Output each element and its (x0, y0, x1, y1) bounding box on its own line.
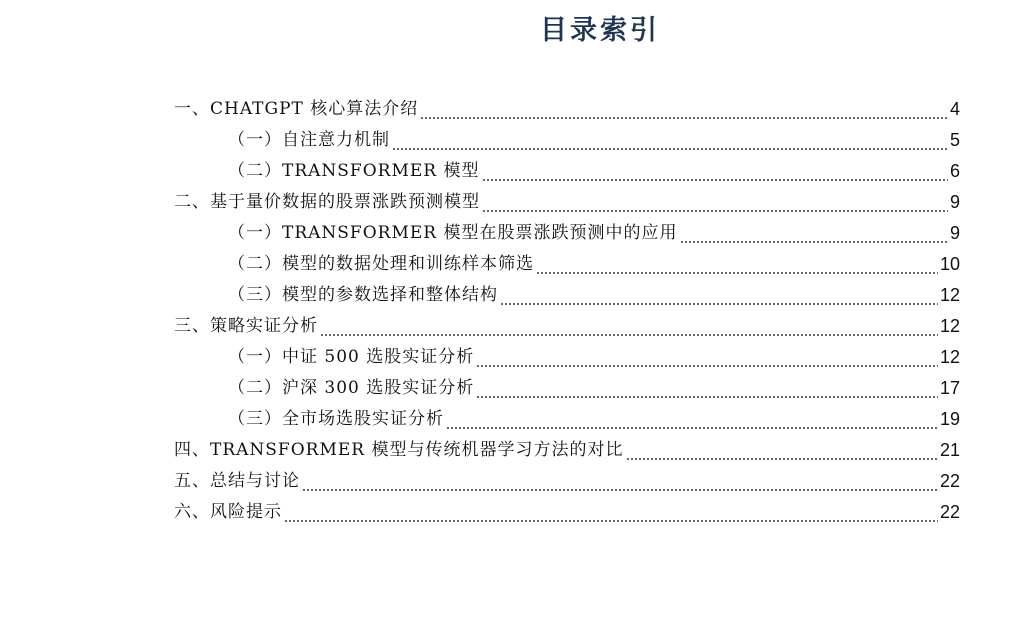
toc-page-number: 4 (950, 94, 960, 125)
toc-entry[interactable] (174, 373, 960, 404)
toc-page-number: 9 (950, 218, 960, 249)
toc-entry[interactable] (174, 311, 960, 342)
toc-leader-dots (680, 218, 948, 249)
toc-leader-dots (476, 342, 938, 373)
toc-entry-label: （一）TRANSFORMER 模型在股票涨跌预测中的应用 (228, 218, 678, 249)
toc-leader-dots (392, 125, 948, 156)
toc-page-number: 9 (950, 187, 960, 218)
toc-entry[interactable] (174, 94, 960, 125)
toc-entry[interactable] (174, 404, 960, 435)
toc-entry-label: 二、基于量价数据的股票涨跌预测模型 (174, 187, 480, 218)
toc-entry[interactable] (174, 156, 960, 187)
toc-entry[interactable] (174, 280, 960, 311)
toc-leader-dots (626, 435, 938, 466)
toc-leader-dots (302, 466, 938, 497)
toc-entry-label: 三、策略实证分析 (174, 311, 318, 342)
toc-page-number: 5 (950, 125, 960, 156)
toc-entry[interactable] (174, 342, 960, 373)
toc-page-number: 12 (940, 342, 960, 373)
toc-leader-dots (500, 280, 938, 311)
toc-page-number: 10 (940, 249, 960, 280)
toc-entry-label: 四、TRANSFORMER 模型与传统机器学习方法的对比 (174, 435, 624, 466)
page-title: 目录索引 (540, 15, 660, 46)
toc-page-number: 21 (940, 435, 960, 466)
toc-page-number: 12 (940, 311, 960, 342)
toc-leader-dots (476, 373, 938, 404)
toc-entry-label: （一）中证 500 选股实证分析 (228, 342, 474, 373)
toc-page-number: 22 (940, 466, 960, 497)
toc-page-number: 22 (940, 497, 960, 528)
toc-entry[interactable] (174, 435, 960, 466)
toc-entry[interactable] (174, 497, 960, 528)
toc-leader-dots (320, 311, 938, 342)
toc-entry-label: 五、总结与讨论 (174, 466, 300, 497)
toc-entry-label: 一、CHATGPT 核心算法介绍 (174, 94, 418, 125)
toc-entry-label: 六、风险提示 (174, 497, 282, 528)
toc-entry-label: （二）模型的数据处理和训练样本筛选 (228, 249, 534, 280)
toc-page-number: 6 (950, 156, 960, 187)
toc-leader-dots (482, 156, 948, 187)
toc-page-number: 19 (940, 404, 960, 435)
toc-entry-label: （三）模型的参数选择和整体结构 (228, 280, 498, 311)
toc-leader-dots (482, 187, 948, 218)
toc-entry-label: （二）沪深 300 选股实证分析 (228, 373, 474, 404)
toc-entry[interactable] (174, 466, 960, 497)
toc-leader-dots (284, 497, 938, 528)
toc-entry-label: （三）全市场选股实证分析 (228, 404, 444, 435)
toc-page-number: 17 (940, 373, 960, 404)
table-of-contents (174, 94, 960, 528)
toc-leader-dots (420, 94, 948, 125)
toc-entry[interactable] (174, 187, 960, 218)
toc-entry[interactable] (174, 125, 960, 156)
toc-entry[interactable] (174, 218, 960, 249)
toc-page-number: 12 (940, 280, 960, 311)
toc-entry-label: （一）自注意力机制 (228, 125, 390, 156)
toc-entry-label: （二）TRANSFORMER 模型 (228, 156, 480, 187)
toc-entry[interactable] (174, 249, 960, 280)
toc-leader-dots (536, 249, 938, 280)
toc-leader-dots (446, 404, 938, 435)
